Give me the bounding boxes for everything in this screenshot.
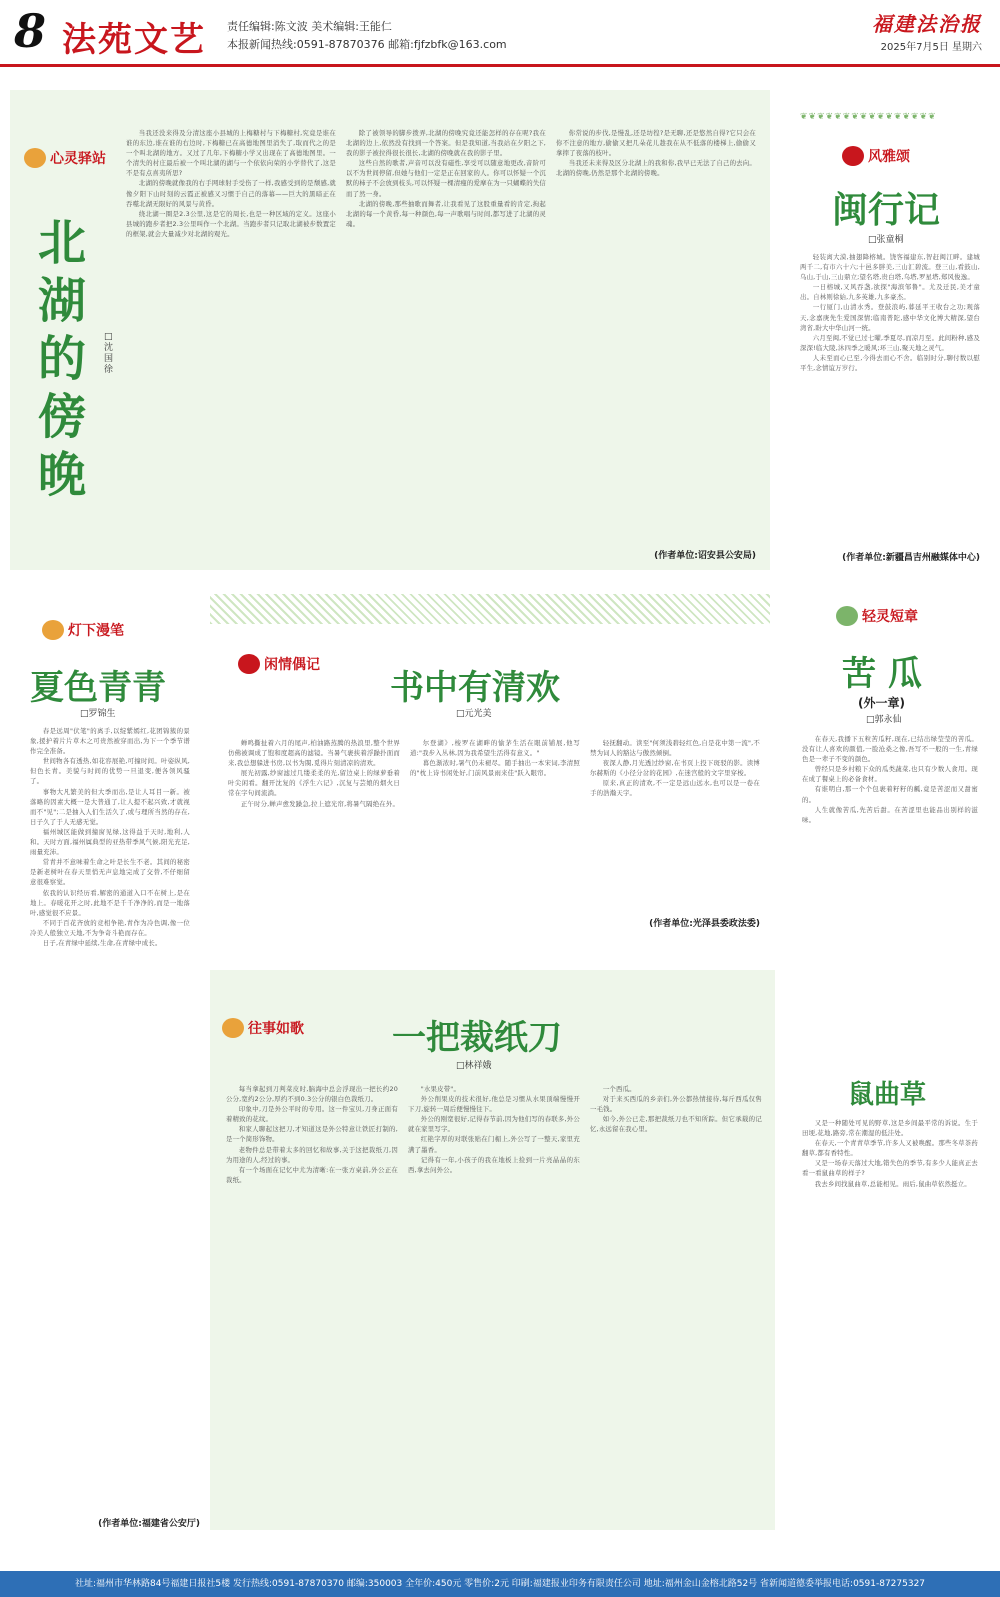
article-column-3: 一个西瓜。 对于来买西瓜的乡亲们,外公都热情接待,每斤西瓜仅售一毛钱。 如今,外公已走,那把裁纸刀也不知所踪。但它承载的记忆,永远留在我心里。 [590,1085,762,1134]
column-badge-xianqing: 闲情偶记 [238,654,320,674]
issue-date: 2025年7月5日 星期六 [880,42,982,53]
article-column-1: 蝉鸣撕扯着六月的尾声,柏油路蒸腾的热浪里,整个世界仿佛被调成了饱和度超高的滤镜。当暑气裹挟着浮躁扑面而来,我总想躲进书房,以书为閥,觅得片刻清凉的清欢。 展光初露,纱窗滤过几缕柔柔的光,留边桌上的绿萝垂着叶尖闲看。翻开沈复的《浮生六记》,沉复与芸娘的烟火日常在字句间流淌。 正午时分,蝉声愈发躁急,拉上遮光帘,将暑气隔绝在外。 [228,739,400,808]
header-info [227,18,507,54]
article-author: □沈国徐 [104,332,114,375]
article-title: 书中有清欢 [390,668,560,708]
cup-icon [836,606,858,626]
article-unit: (作者单位:新疆昌吉州融媒体中心) [842,553,980,563]
leaf-border: ❦❦❦❦❦❦❦❦❦❦❦❦❦❦❦❦ [800,112,937,122]
article-subtitle: (外一章) [858,696,905,710]
article-title: 闽行记 [832,189,941,231]
decorative-band [210,594,770,624]
article-column-1: 每当拿起到刀判菜皮时,脑海中总会浮现出一把长约20公分,宽约2公分,厚约不到0.3公分的银白色裁纸刀。 印象中,刀是外公平时的专用。这一件宝贝,刀身正面有着精致的花纹。 和家人聊起这把刀,才知道这是外公特意让铁匠打制的,是一个简形饰物。 老物件总是带着太多的回忆和故事,关于这把裁纸刀,因为用途的人,经过的事。 有一个场面在记忆中尤为清晰:在一张方桌前,外公正在裁纸。 [226,1085,398,1184]
brush-icon [842,146,864,166]
column-badge-fengya: 风雅颂 [842,146,910,166]
article-author: □林祥娥 [456,1061,492,1071]
column-badge-wangshi: 往事如歌 [222,1018,304,1038]
article-title: 夏色青青 [30,668,166,708]
contact: 本报新闻热线:0591-87870376 邮箱:fjfzbfk@163.com [227,38,507,51]
article-unit: (作者单位:诏安县公安局) [654,551,756,561]
page-number: 8 [14,4,47,58]
page-header [0,0,1000,67]
article-body: 又是一种随处可见的野草,这是乡间最平常的诉说。生于田埂,花地,路旁,常在潮湿的低洼处。 在春天,一个青青草季节,许多人又被唤醒。那些冬草茶药翻草,都有香特性。 又是一场春天落过大地,错失色的季节,有多少人能真正去看一看鼠曲草的样子? 我去乡间找鼠曲草,总能相见。雨后,鼠曲草依然挺立。 [802,1119,978,1188]
article-column-2: "水果皮带"。 外公削果皮的技术很好,他总是习惯从水果顶端慢慢开下刀,旋转一周后便慢慢往下。 外公的刚宽很好,记得春节前,因为他们写的春联多,外公就在家里写字。 红艳字厚的对联张贴在门楣上,外公写了一整天,家里充满了墨香。 记得有一年,小孩子的我在地板上捡到一片亮晶晶的东西,拿去问外公。 [408,1085,580,1174]
article-column-2: 除了被领导的脚步拨弄,北湖的傍晚究竟还能怎样的存在呢?我在北湖的边上,依然没有找到一个答案。但是我知道,当我站在夕阳之下,我的影子被拉得很长很长,北湖的傍晚就在我的影子里。 这些自然的歌者,声音可以没有磁性,享受可以随意地更改,音阶可以不为世间停留,但她与他们一定是正在回家的人。你可以怀疑一个沉默的柿子不会放到枝头,可以怀疑一棵清瘦的爱摩在为一只蝴蝶的失信而了然一身。 北湖的傍晚,那些抽歌而舞者,让我看见了这股重量看的肯定,拘起北湖的每一个黄昏,每一种颜色,每一声歌唱与时间,都写进了北湖的灵魂。 [346,129,546,228]
article-column-3: 你常说的步伐,是慢乱,还是坊徨?是无聊,还是悠然自得?它只会在你不注意的地方,偷偷又把几朵花儿趁我在从不低落的楼梯上,偷偷又拿摔了夜落的枝叶。 当我还未来得及区分北湖上的我和你,我早已无法了自己的去向。北湖的傍晚,仍然是那个北湖的傍晚。 [556,129,756,178]
article-author: □郭永仙 [866,715,902,725]
article-author: □罗锦生 [80,709,116,719]
column-badge-dengxia: 灯下漫笔 [42,620,124,640]
article-author: □元光美 [456,709,492,719]
article-unit: (作者单位:福建省公安厅) [98,1519,200,1529]
article-body: 在春天,我播下五粒苦瓜籽,现在,已结出绿莹莹的苦瓜。没有让人喜欢的颜值,一脸沧桑之像,吾写不一般的一生,青绿色是一辈子不变的颜色。 曾经只是乡村粮下众的瓜类蔬菜,也只有少数人食用。现在成了餐桌上的必备食材。 有谁明白,那一个个包裹着籽籽的瓤,竟是苦涩而又甜蜜的。 人生就像苦瓜,先苦后甜。在苦涩里也能品出别样的滋味。 [802,735,978,824]
column-badge-xinling: 心灵驿站 [24,148,106,168]
article-title: 一把裁纸刀 [392,1018,562,1058]
flower-icon [24,148,46,168]
book-icon [238,654,260,674]
newspaper-logo: 福建法治报 [872,12,982,36]
article-body: 春是远周"伏笔"的离手,以绽紫嫣红,花团锦簇的景象,援护着片片草木之可贵然被穿而出,为下一个季节谱作完全准备。 世间物各有透热,如花容展艳,可撞时间。叶姿纵风,但色长青。美貌与时间的优势一旦退变,便各领风骚了。 事物大凡繁美的但大季而出,是让人耳目一新。被落略的因素大概一是大普通了,让人提不起兴致,才就视而不"见";二是抽入人们生活久了,或与理所当然的存在,日子久了于人无感无觉。 福州城区能做到撞窗见绿,这得益于天时,地利,人和。天时方面,福州属典型的亚热带季风气候,阳光充足,雨量充沛。 常青并不意味着生命之叶是长生不老。其间的秘密是新老树叶在春天里悄无声息地完成了交替,不仔细留意很难察觉。 依我的认识经历看,解密的通道入口不在树上,是在地上。春暖花开之时,此地不是千千净净的,而是一地落叶,感觉很不应景。 不同于百花齐放的竞相争艳,青作为冷色调,像一位冷美人般独立天地,不为争奇斗艳而存在。 日子,在青绿中延续,生命,在青绿中成长。 [30,727,190,947]
editors: 责任编辑:陈文波 美术编辑:王能仁 [227,20,392,33]
article-author: □张童桐 [868,235,904,245]
article-column-1: 当我还没来得及分清这座小县城的上梅糖村与下梅糖村,究竟是谁在谁的东边,谁在谁的右边时,下梅糖已在高德地图里消失了,取而代之的是一个叫北湖的地方。又过了几年,下梅糖小学又出现在了高德地图里。一个清失的村庄最后被一个叫北湖的湖与一个依依向荣的小学替代了,这是不是有点喜夷所思? 北湖的傍晚就像我的右手网球射手受伤了一样,我感受到的是颓感,就像夕阳下山时刻的云霞正被感又习惯于自己的落幕——巨大的黑暗正在吞噬北湖无限好的风景与黄昏。 绕北湖一圈是2.3公里,这是它的周长,也是一种区域的定义。这座小县城的跑步者把2.3公里叫作一个北湖。当跑步者只记取北湖被步数置定的框架,就会大量减少对北湖的观光。 [126,129,336,238]
article-column-2: 尔登湖》,梭罗在湖畔的愉茅生活在眼前铺展,他写道:"我步入丛林,因为我希望生活得有意义。" 暮色渐浓时,暑气仍未褪尽。随手抽出一本宋词,李清照的"枕上诗书闲处好,门前风景雨来佳"跃入眼帘。 [410,739,580,778]
article-body: 轻装离大漠,抽翅降榕城。饶客福建东,智赶闽江畔。建城两千二,有市六十六;十邑多胖美,三山汇碧流。登三山,看鼓山,乌山,于山,三山鼎立;望名塔,贵白塔,乌塔,罗星塔,郑风俊逸。 一日榕城,又风吞盏,欲探"海滨邹鲁"。尤及迁民,美才童出。自林则徐始,九多英雄,九多豪杰。 一行厦门,山清水秀。登鼓浪屿,暮延平王收台之功;观落天,念嘉庚先生爱国深情;临南普陀,感中华文化博大精深,望台湾省,盼大中华山河一统。 六月至闽,不觉已过七曜,季夏尽,而凉月至。此间粉种,感及深深!临大陵,沐四季之暖风;环三山,聚天地之灵气。 人未至而心已至,今得去而心不舍。临别时分,聊付数以慰平生,念情谊万岁行。 [800,253,980,373]
article-unit: (作者单位:光泽县委政法委) [649,919,760,929]
note-icon [222,1018,244,1038]
page-footer: 社址:福州市华林路84号福建日报社5楼 发行热线:0591-87870370 邮编:350003 全年价:450元 零售价:2元 印刷:福建报业印务有限责任公司 地址:福州金山金榕北路52号 省新闻道德委举报电话:0591-87275327 [0,1571,1000,1597]
article-column-3: 轻抚翻动。读至"何须浅碧轻红色,自是花中第一流",不禁为词人的豁达与傲然倾倒。 夜深人静,月光透过纱窗,在书页上投下斑驳的影。读博尔赫斯的《小径分岔的花园》,在迷宫般的文字里穿梭。 原来,真正的清欢,不一定是远山远水,也可以是一卷在手的浩瀚天宇。 [590,739,760,798]
lamp-icon [42,620,64,640]
section-title: 法苑文艺 [62,20,206,60]
column-badge-qingling: 轻灵短章 [836,606,918,626]
article-subtitle-shuqu: 鼠曲草 [848,1080,927,1110]
article-title: 苦 瓜 [842,654,922,694]
article-title: 北湖的傍晚 [38,215,87,503]
